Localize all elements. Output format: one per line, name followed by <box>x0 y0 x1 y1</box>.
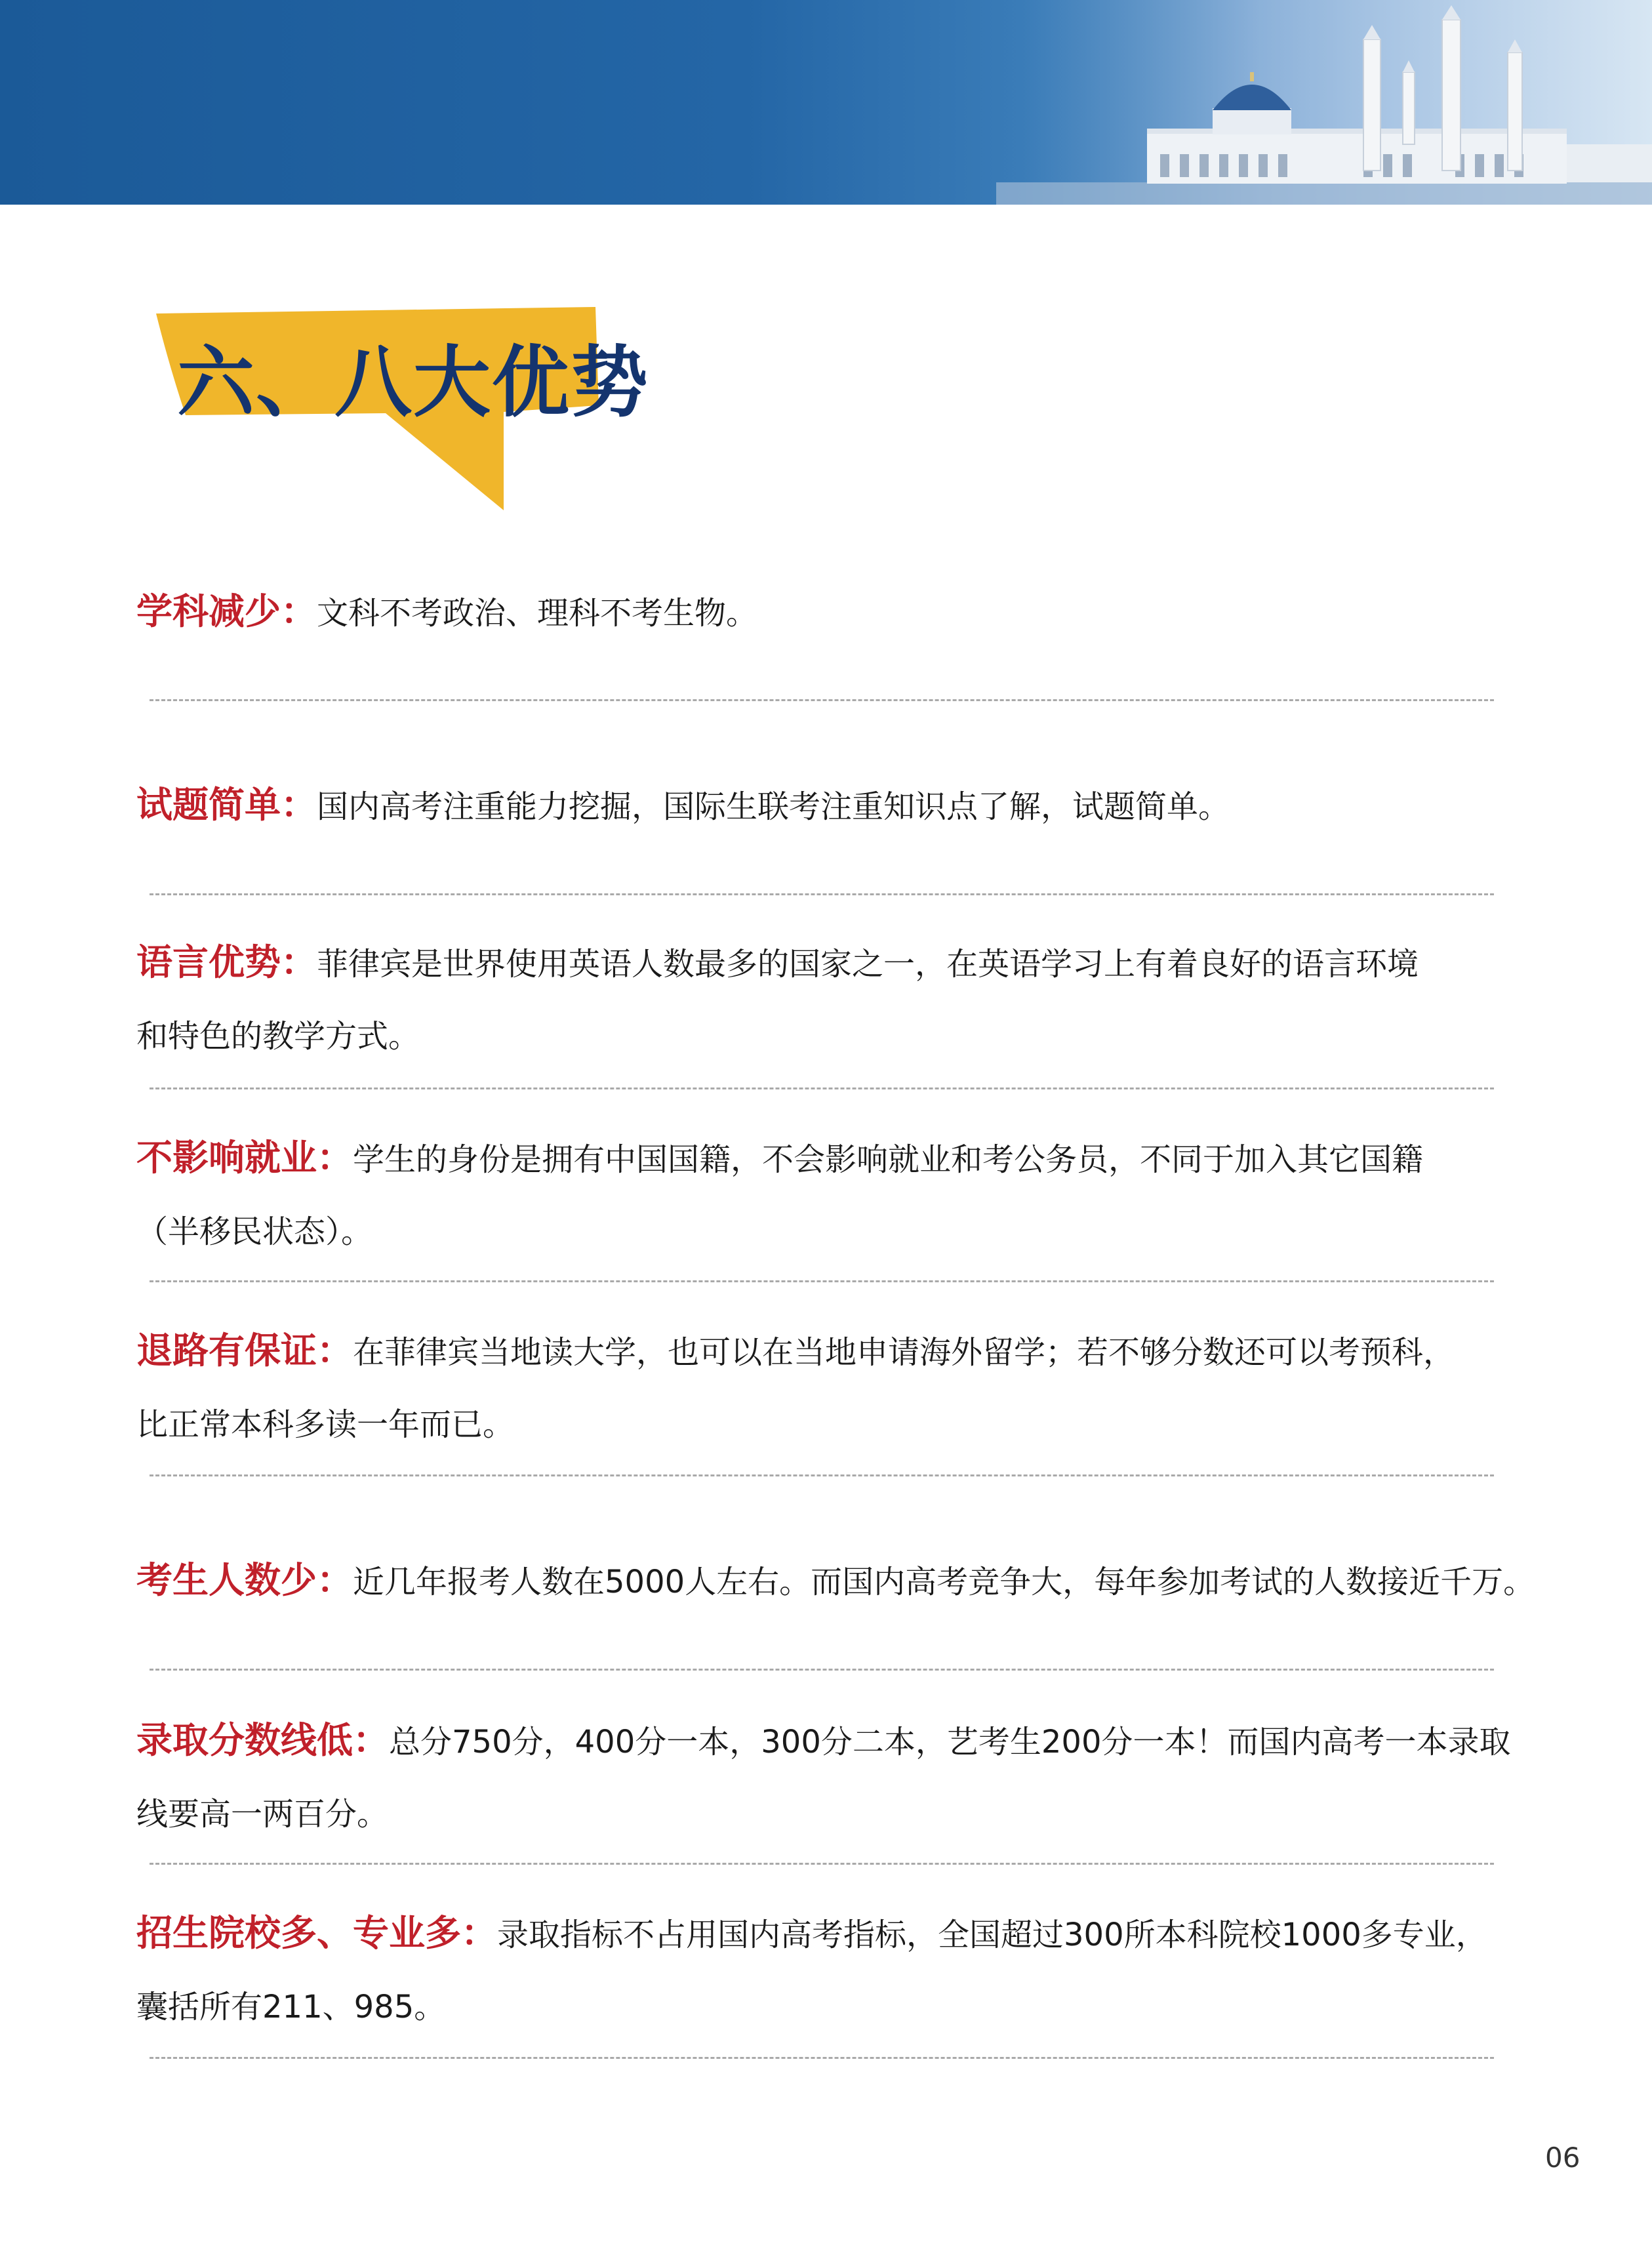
advantage-item-3 <box>136 926 1546 1072</box>
advantage-label: 不影响就业： <box>136 1137 353 1179</box>
advantage-text: 在菲律宾当地读大学，也可以在当地申请海外留学；若不够分数还可以考预科， <box>353 1334 1455 1371</box>
advantage-text: 录取指标不占用国内高考指标，全国超过300所本科院校1000多专业， <box>497 1917 1487 1953</box>
advantage-item-1 <box>136 575 1546 649</box>
advantage-text-continued: 线要高一两百分。 <box>136 1796 389 1833</box>
advantage-label: 试题简单： <box>136 784 317 826</box>
advantage-text-continued: 囊括所有211、985。 <box>136 1989 446 2025</box>
mosque-illustration <box>996 0 1652 205</box>
advantage-label: 录取分数线低： <box>136 1719 390 1761</box>
dashed-divider <box>150 699 1494 701</box>
dashed-divider <box>150 1087 1494 1089</box>
advantage-text: 总分750分，400分一本，300分二本，艺考生200分一本！而国内高考一本录取 <box>389 1724 1511 1760</box>
advantage-text: 学生的身份是拥有中国国籍，不会影响就业和考公务员，不同于加入其它国籍 <box>353 1141 1424 1178</box>
advantage-item-2 <box>136 769 1546 843</box>
advantage-text-continued: （半移民状态）。 <box>136 1213 373 1250</box>
advantage-label: 学科减少： <box>136 590 317 632</box>
advantage-label: 考生人数少： <box>136 1559 353 1601</box>
advantage-text-continued: 比正常本科多读一年而已。 <box>136 1406 515 1443</box>
advantage-item-4 <box>136 1122 1546 1268</box>
advantage-text: 菲律宾是世界使用英语人数最多的国家之一，在英语学习上有着良好的语言环境 <box>317 946 1419 983</box>
dashed-divider <box>150 1474 1494 1476</box>
advantage-item-8 <box>136 1897 1546 2043</box>
dashed-divider <box>150 893 1494 895</box>
section-title: 六、八大优势 <box>177 337 650 428</box>
advantage-text: 国内高考注重能力挖掘，国际生联考注重知识点了解，试题简单。 <box>317 788 1230 825</box>
dashed-divider <box>150 2057 1494 2059</box>
advantage-text: 近几年报考人数在5000人左右。而国内高考竞争大，每年参加考试的人数接近千万。 <box>353 1564 1535 1600</box>
advantage-label: 退路有保证： <box>136 1330 353 1371</box>
dashed-divider <box>150 1280 1494 1282</box>
advantage-item-7 <box>136 1704 1546 1850</box>
advantage-text-continued: 和特色的教学方式。 <box>136 1018 420 1055</box>
advantage-text: 文科不考政治、理科不考生物。 <box>317 595 758 632</box>
advantage-label: 语言优势： <box>136 941 317 983</box>
dashed-divider <box>150 1863 1494 1865</box>
page-number: 06 <box>1545 2142 1581 2174</box>
advantage-label: 招生院校多、专业多： <box>136 1912 498 1954</box>
dashed-divider <box>150 1669 1494 1671</box>
advantage-item-6 <box>136 1544 1546 1618</box>
header-banner <box>0 0 1652 205</box>
advantage-item-5 <box>136 1314 1546 1461</box>
